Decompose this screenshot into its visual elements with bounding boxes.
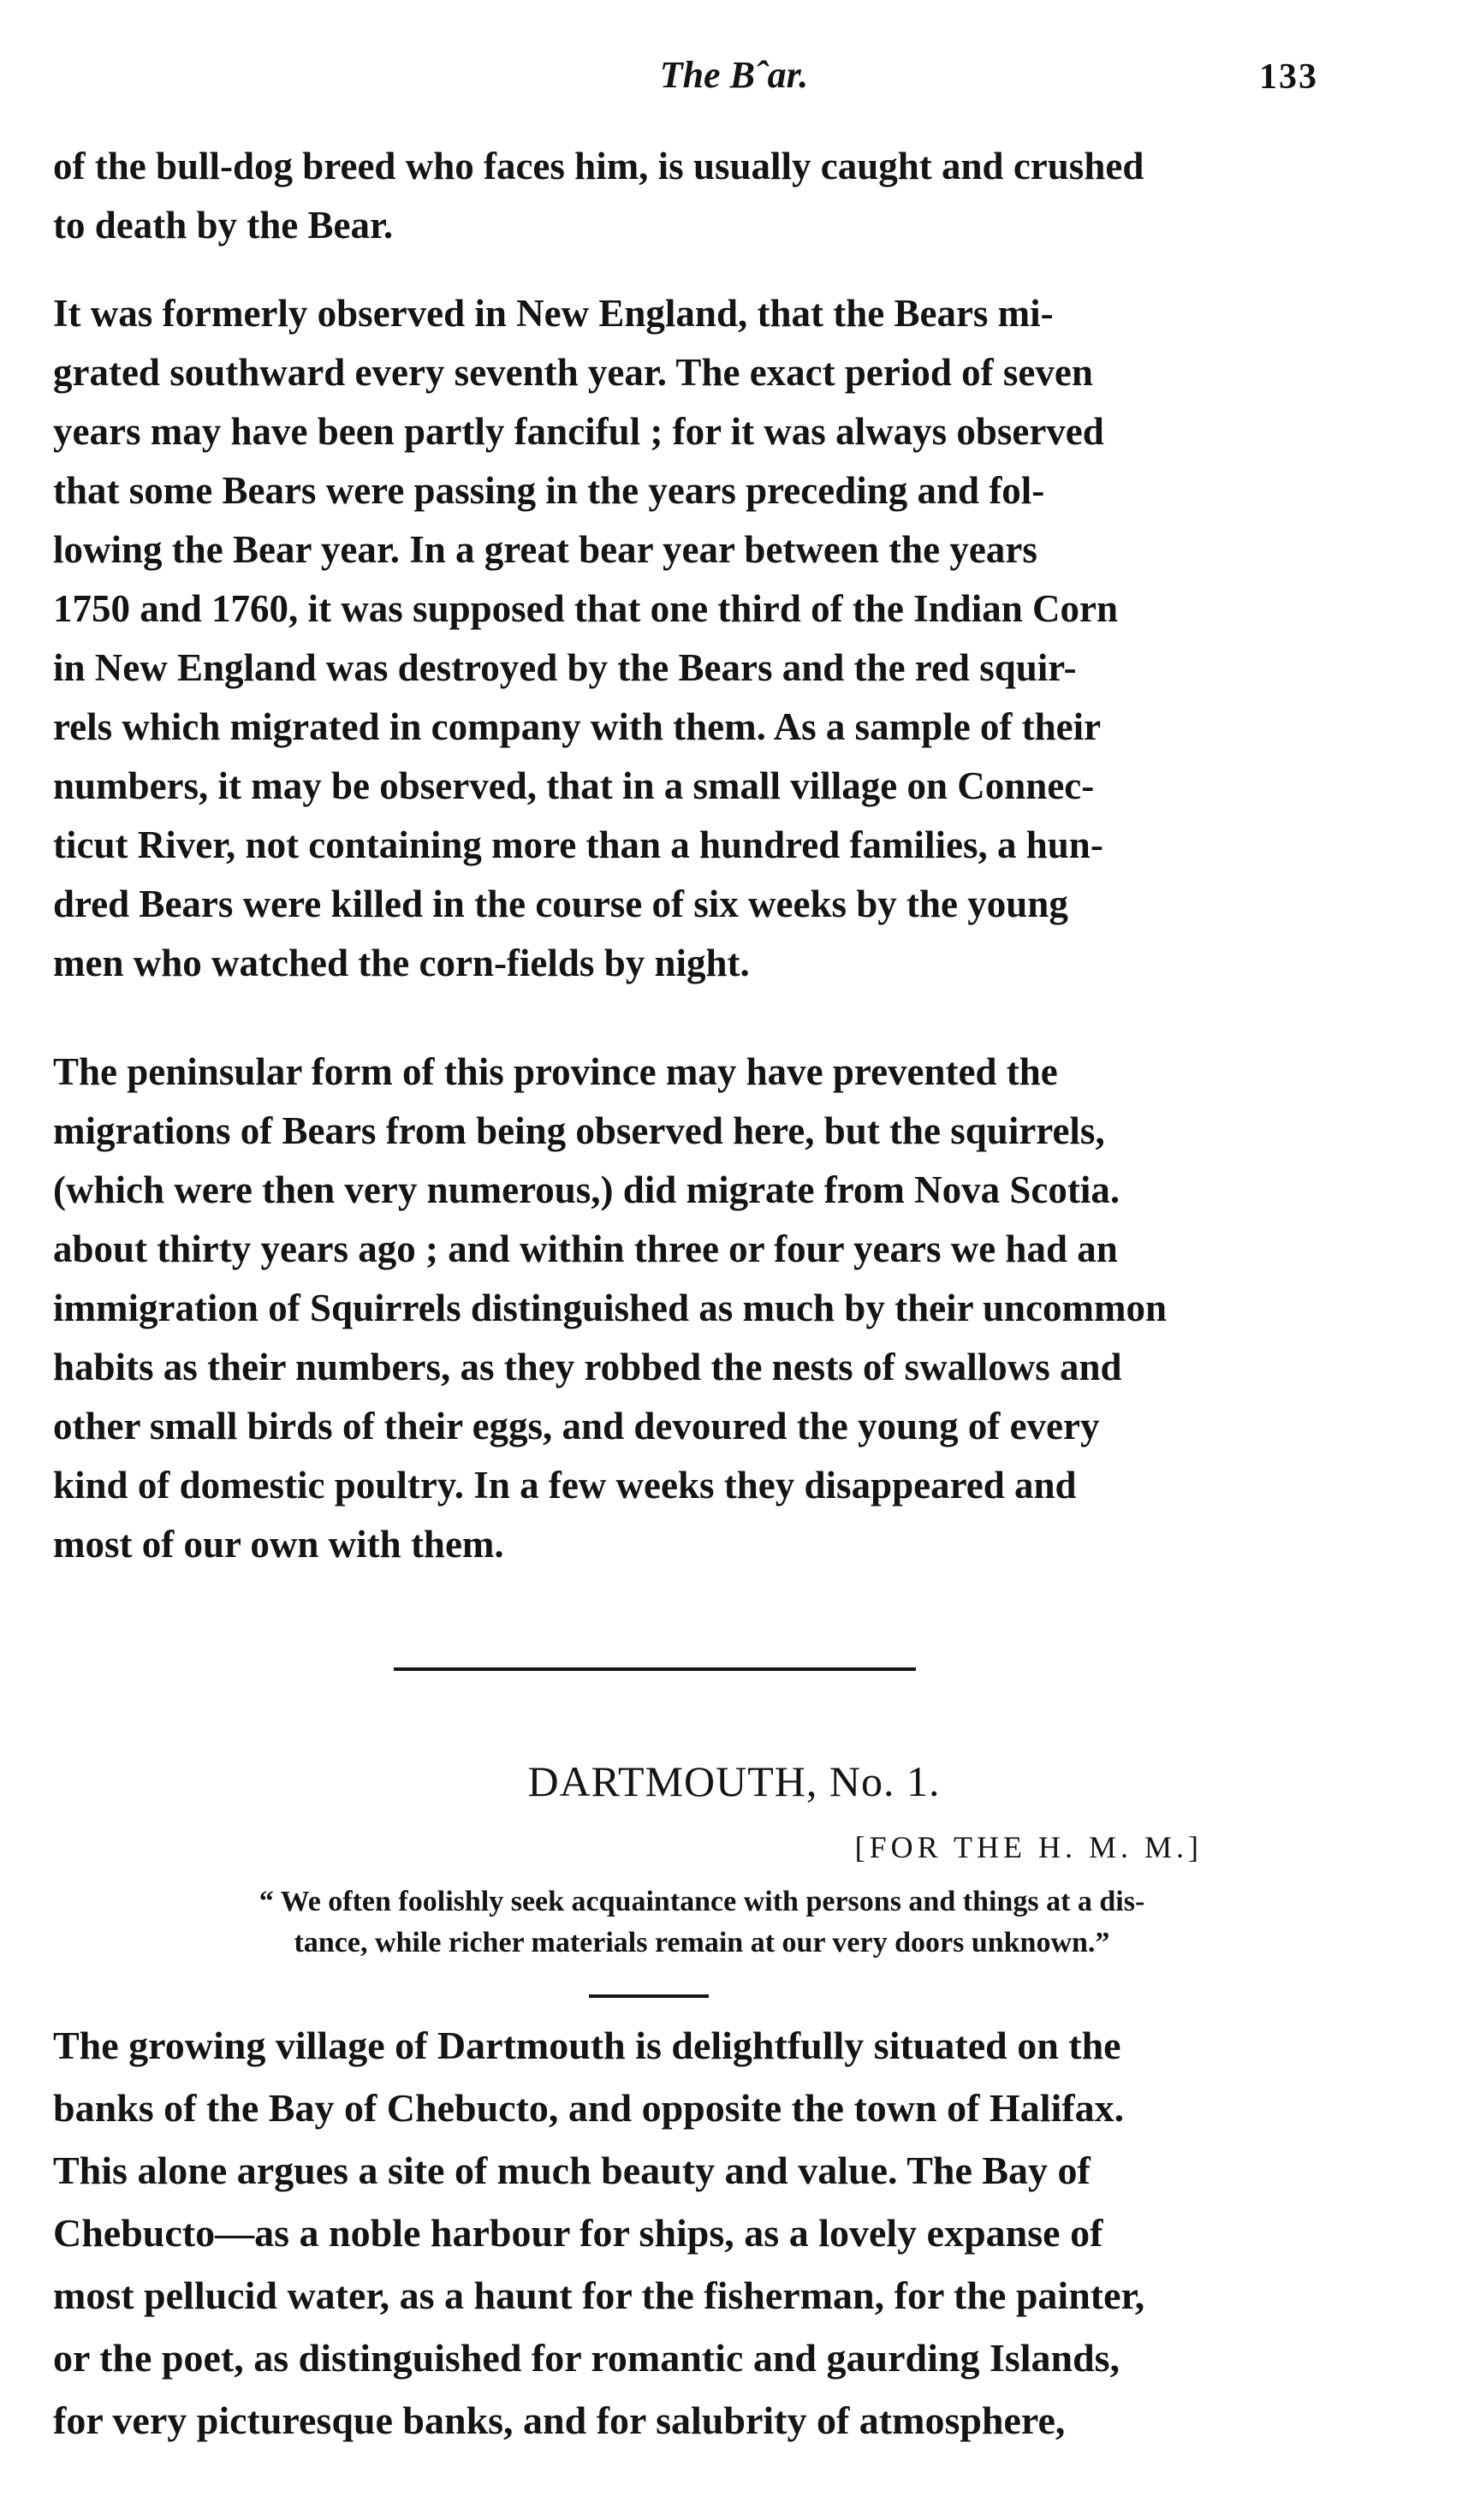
paragraph-3 [53,1043,1313,1574]
page-number: 133 [1259,57,1318,97]
running-head [0,48,1468,99]
text-line: The peninsular form of this province may have prevented the [53,1050,1058,1093]
paragraph-2 [53,284,1313,993]
section-divider [394,1667,916,1671]
text-line: numbers, it may be observed, that in a small village on Connec- [53,764,1095,807]
text-line: This alone argues a site of much beauty and value. The Bay of [53,2149,1091,2192]
text-line: men who watched the corn-fields by night. [53,942,750,984]
text-line: It was formerly observed in New England, that the Bears mi- [53,292,1054,335]
text-line: years may have been partly fanciful ; for it was always observed [53,410,1104,453]
text-line: 1750 and 1760, it was supposed that one third of the Indian Corn [53,587,1118,630]
paragraph-1 [53,137,1313,255]
text-line: grated southward every seventh year. The exact period of seven [53,351,1093,394]
epigraph [103,1881,1301,1964]
text-line: habits as their numbers, as they robbed the nests of swallows and [53,1346,1122,1388]
text-line: ticut River, not containing more than a hundred families, a hun- [53,823,1103,866]
text-line: Chebucto—as a noble harbour for ships, as a lovely expanse of [53,2211,1103,2255]
text-line: dred Bears were killed in the course of six weeks by the young [53,883,1068,925]
epigraph-divider [589,1994,709,1998]
text-line: for very picturesque banks, and for salubrity of atmosphere, [53,2398,1066,2442]
text-line: or the poet, as distinguished for romantic and gaurding Islands, [53,2336,1120,2380]
text-line: about thirty years ago ; and within three or four years we had an [53,1227,1118,1270]
text-line: banks of the Bay of Chebucto, and opposite the town of Halifax. [53,2086,1125,2130]
text-line: of the bull-dog breed who faces him, is usually caught and crushed [53,145,1144,187]
running-head-title: The Bˆar. [659,54,809,96]
text-line: lowing the Bear year. In a great bear year between the years [53,528,1037,571]
text-line: immigration of Squirrels distinguished as much by their uncommon [53,1287,1168,1329]
text-line: that some Bears were passing in the years preceding and fol- [53,469,1045,512]
text-line: other small birds of their eggs, and devoured the young of every [53,1405,1100,1447]
text-line: kind of domestic poultry. In a few weeks they disappeared and [53,1464,1077,1507]
epigraph-line: “ We often foolishly seek acquaintance with persons and things at a dis- [259,1886,1145,1917]
text-line: migrations of Bears from being observed here, but the squirrels, [53,1109,1105,1152]
text-line: in New England was destroyed by the Bears and the red squir- [53,646,1077,689]
text-line: most pellucid water, as a haunt for the fisherman, for the painter, [53,2273,1145,2317]
text-line: to death by the Bear. [53,204,394,247]
section-heading: DARTMOUTH, No. 1. [527,1757,941,1805]
section-body [53,2014,1313,2452]
text-line: (which were then very numerous,) did migrate from Nova Scotia. [53,1168,1120,1211]
text-line: most of our own with them. [53,1523,504,1566]
text-line: The growing village of Dartmouth is delightfully situated on the [53,2024,1121,2067]
attribution: [FOR THE H. M. M.] [854,1830,1203,1864]
text-line: rels which migrated in company with them. As a sample of their [53,705,1102,748]
epigraph-line: tance, while richer materials remain at our very doors unknown.” [294,1927,1110,1958]
